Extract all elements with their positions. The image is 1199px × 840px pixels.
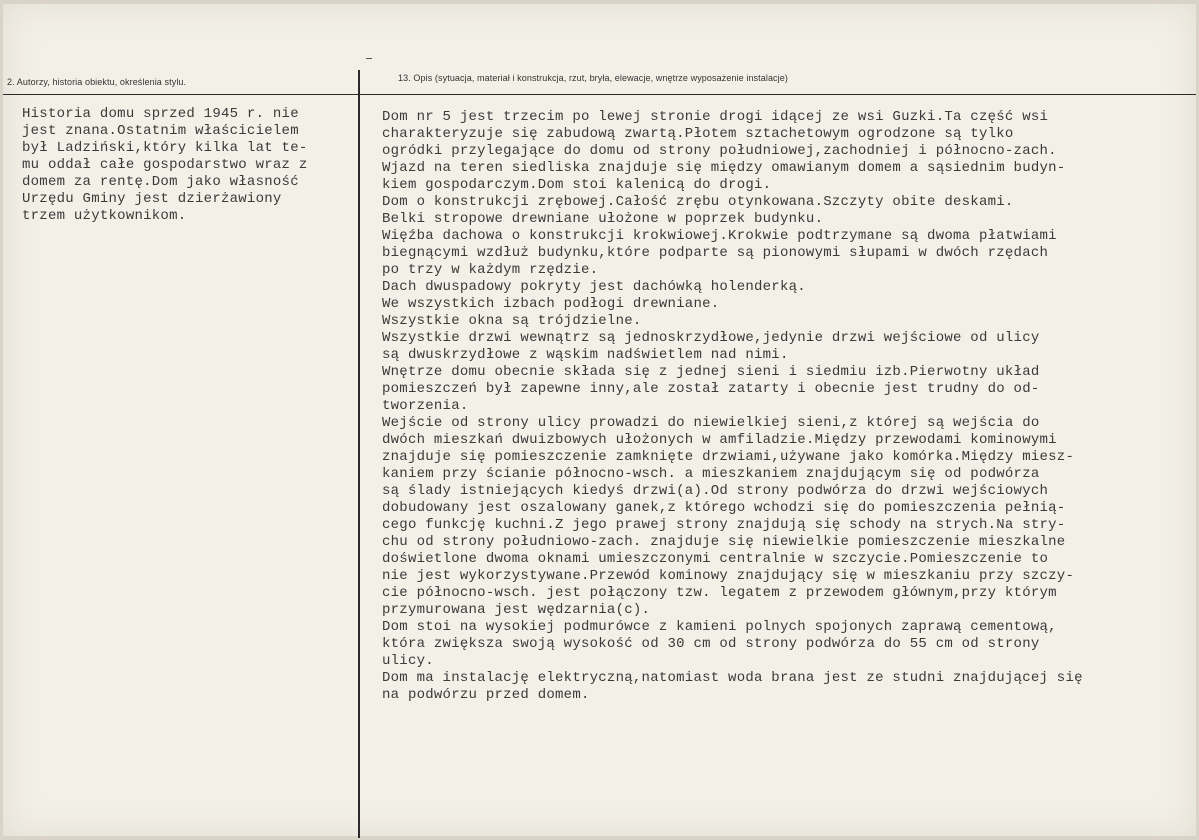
sheet-edge-top: [0, 0, 1199, 4]
section-13-header: 13. Opis (sytuacja, materiał i konstrukcja, rzut, bryła, elewacje, wnętrze wyposażenie instalacje): [398, 73, 788, 83]
sheet-edge-bottom: [0, 836, 1199, 840]
form-horizontal-rule: [3, 94, 1196, 95]
section-2-header: 2. Autorzy, historia obiektu, określenia stylu.: [7, 77, 187, 87]
sheet-edge-left: [0, 0, 3, 840]
form-column-divider: [358, 70, 360, 838]
history-typed-text: Historia domu sprzed 1945 r. nie jest znana.Ostatnim właścicielem był Ladziński,który kilka lat te- mu oddał całe gospodarstwo wraz z domem za rentę.Dom jako własność Urzędu Gminy jest dzierżawiony trzem użytkownikom.: [22, 106, 308, 224]
description-typed-text: Dom nr 5 jest trzecim po lewej stronie drogi idącej ze wsi Guzki.Ta część wsi charakteryzuje się zabudową zwartą.Płotem sztachetowym ogrodzone są tylko ogródki przylegające do domu od strony południowej,zachodniej i północno-zach. Wjazd na teren siedliska znajduje się między omawianym domem a sąsiednim budyn- kiem gospodarczym.Dom stoi kalenicą do drogi. Dom o konstrukcji zrębowej.Całość zrębu otynkowana.Szczyty obite deskami. Belki stropowe drewniane ułożone w poprzek budynku. Więźba dachowa o konstrukcji krokwiowej.Krokwie podtrzymane są dwoma płatwiami biegnącymi wzdłuż budynku,które podparte są pionowymi słupami w dwóch rzędach po trzy w każdym rzędzie. Dach dwuspadowy pokryty jest dachówką holenderką. We wszystkich izbach podłogi drewniane. Wszystkie okna są trójdzielne. Wszystkie drzwi wewnątrz są jednoskrzydłowe,jedynie drzwi wejściowe od ulicy są dwuskrzydłowe z wąskim nadświetlem nad nimi. Wnętrze domu obecnie składa się z jednej sieni i siedmiu izb.Pierwotny układ pomieszczeń był zapewne inny,ale został zatarty i obecnie jest trudny do od- tworzenia. Wejście od strony ulicy prowadzi do niewielkiej sieni,z której są wejścia do dwóch mieszkań dwuizbowych ułożonych w amfiladzie.Między przewodami kominowymi znajduje się pomieszczenie zamknięte drzwiami,używane jako komórka.Między miesz- kaniem przy ścianie północno-wsch. a mieszkaniem znajdującym się od podwórza są ślady istniejących kiedyś drzwi(a).Od strony podwórza do drzwi wejściowych dobudowany jest oszalowany ganek,z którego wchodzi się do pomieszczenia pełnią- cego funkcję kuchni.Z jego prawej strony znajdują się schody na strych.Na stry- chu od strony południowo-zach. znajduje się niewielkie pomieszczenie mieszkalne doświetlone dwoma oknami umieszczonymi centralnie w szczycie.Pomieszczenie to nie jest wykorzystywane.Przewód kominowy znajdujący się w mieszkaniu przy szczy- cie północno-wsch. jest połączony tzw. legatem z przewodem głównym,przy którym przymurowana jest wędzarnia(c). Dom stoi na wysokiej podmurówce z kamieni polnych spojonych zaprawą cementową, która zwiększa swoją wysokość od 30 cm od strony podwórza do 55 cm od strony ulicy. Dom ma instalację elektryczną,natomiast woda brana jest ze studni znajdującej się na podwórzu przed domem.: [382, 109, 1083, 703]
form-tick-mark: [366, 58, 372, 59]
